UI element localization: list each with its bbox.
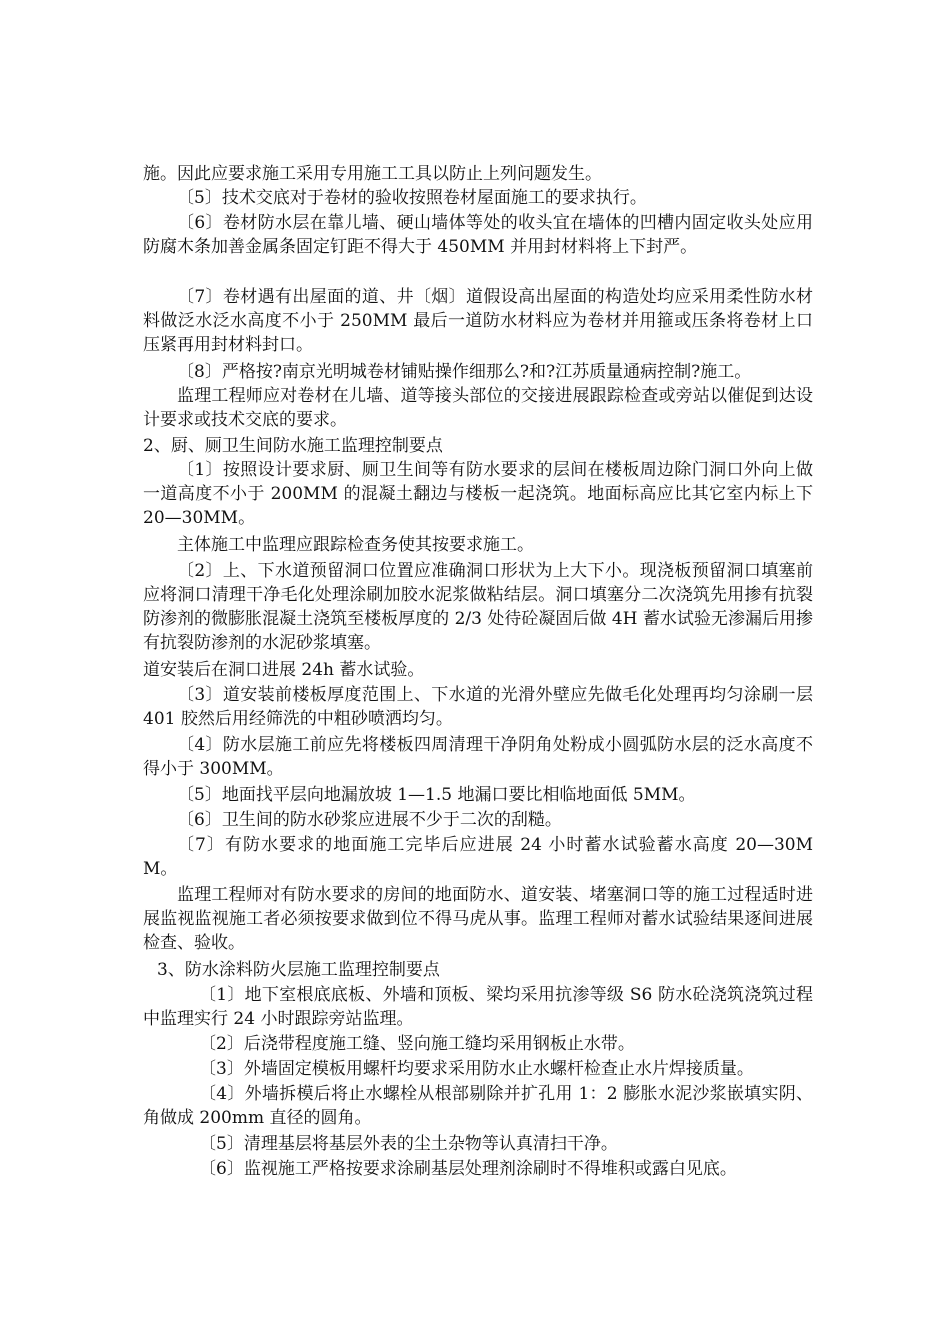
paragraph-item-7b: 〔7〕有防水要求的地面施工完毕后应进展 24 小时蓄水试验蓄水高度 20—30MM。: [143, 835, 813, 879]
section-heading-3: 3、防水涂料防火层施工监理控制要点: [157, 960, 440, 980]
paragraph-item-1c: 〔1〕地下室根底底板、外墙和顶板、梁均采用抗渗等级 S6 防水砼浇筑浇筑过程中监理实行 24 小时跟踪旁站监理。: [143, 985, 813, 1029]
paragraph-item-2: 〔2〕上、下水道预留洞口位置应准确洞口形状为上大下小。现浇板预留洞口填塞前应将洞口清理干净毛化处理涂刷加胶水泥浆做粘结层。洞口填塞分二次浇筑先用掺有抗裂防渗剂的微膨胀混凝土浇筑至楼板厚度的 2/3 处待砼凝固后做 4H 蓄水试验无渗漏后用掺有抗裂防渗剂的水泥砂浆填塞。: [143, 561, 813, 653]
paragraph-item-3c: 〔3〕外墙固定模板用螺杆均要求采用防水止水螺杆检查止水片焊接质量。: [199, 1059, 754, 1079]
section-heading-2: 2、厨、厕卫生间防水施工监理控制要点: [143, 436, 443, 456]
paragraph-item-4: 〔4〕防水层施工前应先将楼板四周清理干净阴角处粉成小圆弧防水层的泛水高度不得小于 300MM。: [143, 735, 813, 779]
paragraph-item-4c: 〔4〕外墙拆模后将止水螺栓从根部剔除并扩孔用 1：2 膨胀水泥沙浆嵌填实阴、角做成 200mm 直径的圆角。: [143, 1084, 813, 1128]
paragraph-item-2c: 〔2〕后浇带程度施工缝、竖向施工缝均采用钢板止水带。: [199, 1034, 635, 1054]
paragraph-item-6c: 〔6〕监视施工严格按要求涂刷基层处理剂涂刷时不得堆积或露白见底。: [199, 1159, 737, 1179]
paragraph-item-5: 〔5〕技术交底对于卷材的验收按照卷材屋面施工的要求执行。: [177, 188, 647, 208]
paragraph-item-6: 〔6〕卷材防水层在靠儿墙、硬山墙体等处的收头宜在墙体的凹槽内固定收头处应用防腐木条加善金属条固定钉距不得大于 450MM 并用封材料将上下封严。: [143, 213, 813, 257]
paragraph-item-6b: 〔6〕卫生间的防水砂浆应进展不少于二次的刮糙。: [177, 810, 562, 830]
paragraph-item-3: 〔3〕道安装前楼板厚度范围上、下水道的光滑外壁应先做毛化处理再均匀涂刷一层 401 胶然后用经筛洗的中粗砂喷洒均匀。: [143, 685, 813, 729]
paragraph-supervisor-note: 监理工程师应对卷材在儿墙、道等接头部位的交接进展跟踪检查或旁站以催促到达设计要求或技术交底的要求。: [143, 386, 813, 430]
paragraph-item-8: 〔8〕严格按?南京光明城卷材铺贴操作细那么?和?江苏质量通病控制?施工。: [177, 362, 752, 382]
paragraph-item-1: 〔1〕按照设计要求厨、厕卫生间等有防水要求的层间在楼板周边除门洞口外向上做一道高度不小于 200MM 的混凝土翻边与楼板一起浇筑。地面标高应比其它室内标上下 20—30MM。: [143, 460, 813, 528]
paragraph-item-7: 〔7〕卷材遇有出屋面的道、井〔烟〕道假设高出屋面的构造处均应采用柔性防水材料做泛水泛水高度不小于 250MM 最后一道防水材料应为卷材并用箍或压条将卷材上口压紧再用封材料封口。: [143, 287, 813, 355]
paragraph-main-construction: 主体施工中监理应跟踪检查务使其按要求施工。: [177, 535, 534, 555]
paragraph-supervisor-inspection: 监理工程师对有防水要求的房间的地面防水、道安装、堵塞洞口等的施工过程适时进展监视监视施工者必须按要求做到位不得马虎从事。监理工程师对蓄水试验结果逐间进展检查、验收。: [143, 885, 813, 953]
paragraph-continuation: 施。因此应要求施工采用专用施工工具以防止上列问题发生。: [143, 164, 602, 184]
paragraph-pipe-test: 道安装后在洞口进展 24h 蓄水试验。: [143, 660, 425, 680]
paragraph-item-5b: 〔5〕地面找平层向地漏放坡 1—1.5 地漏口要比相临地面低 5MM。: [177, 785, 696, 805]
paragraph-item-5c: 〔5〕清理基层将基层外表的尘土杂物等认真清扫干净。: [199, 1134, 618, 1154]
